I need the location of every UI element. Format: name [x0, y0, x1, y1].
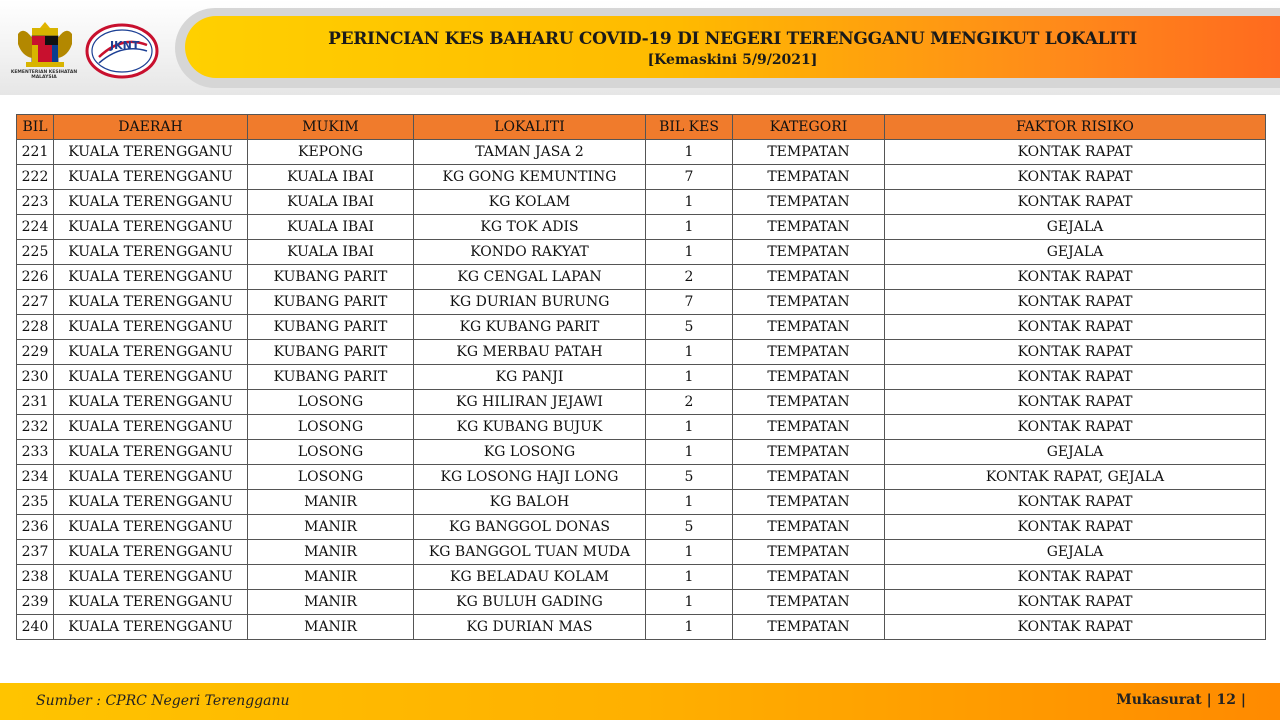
table-row [17, 490, 1266, 515]
cell-faktor-risiko: KONTAK RAPAT [885, 365, 1266, 390]
cell-daerah: KUALA TERENGGANU [54, 365, 248, 390]
cell-bil-kes: 1 [646, 340, 733, 365]
table-body [17, 140, 1266, 640]
table-row [17, 465, 1266, 490]
table-row [17, 365, 1266, 390]
table-row [17, 540, 1266, 565]
cases-table [16, 114, 1266, 640]
cell-kategori: TEMPATAN [733, 540, 885, 565]
cell-bil-kes: 5 [646, 465, 733, 490]
cell-bil-kes: 1 [646, 540, 733, 565]
cell-faktor-risiko: GEJALA [885, 240, 1266, 265]
cell-bil: 235 [17, 490, 54, 515]
cell-bil-kes: 5 [646, 315, 733, 340]
cell-bil-kes: 1 [646, 565, 733, 590]
cell-bil: 227 [17, 290, 54, 315]
jknt-logo-text: JKNT [110, 39, 140, 52]
cell-bil: 230 [17, 365, 54, 390]
cell-faktor-risiko: KONTAK RAPAT [885, 340, 1266, 365]
cell-bil: 231 [17, 390, 54, 415]
cell-kategori: TEMPATAN [733, 490, 885, 515]
cell-lokaliti: KG BALOH [414, 490, 646, 515]
cell-bil: 229 [17, 340, 54, 365]
cell-mukim: MANIR [248, 490, 414, 515]
cell-faktor-risiko: KONTAK RAPAT [885, 615, 1266, 640]
cell-mukim: MANIR [248, 540, 414, 565]
table-row [17, 440, 1266, 465]
cell-kategori: TEMPATAN [733, 465, 885, 490]
cell-bil-kes: 1 [646, 415, 733, 440]
cell-faktor-risiko: KONTAK RAPAT [885, 190, 1266, 215]
cell-mukim: KUALA IBAI [248, 165, 414, 190]
cell-daerah: KUALA TERENGGANU [54, 615, 248, 640]
cell-lokaliti: KG LOSONG [414, 440, 646, 465]
page-number: Mukasurat | 12 | [1116, 692, 1246, 708]
cell-kategori: TEMPATAN [733, 615, 885, 640]
cell-bil: 238 [17, 565, 54, 590]
cell-lokaliti: KG DURIAN BURUNG [414, 290, 646, 315]
table-row [17, 165, 1266, 190]
cell-kategori: TEMPATAN [733, 165, 885, 190]
cell-bil: 228 [17, 315, 54, 340]
cell-daerah: KUALA TERENGGANU [54, 415, 248, 440]
table-row [17, 615, 1266, 640]
cell-mukim: LOSONG [248, 390, 414, 415]
table-row [17, 340, 1266, 365]
cell-kategori: TEMPATAN [733, 290, 885, 315]
cell-faktor-risiko: KONTAK RAPAT [885, 590, 1266, 615]
table-row [17, 515, 1266, 540]
cell-bil: 224 [17, 215, 54, 240]
cell-kategori: TEMPATAN [733, 340, 885, 365]
cell-mukim: LOSONG [248, 465, 414, 490]
header-banner [185, 16, 1280, 78]
cell-mukim: KUALA IBAI [248, 190, 414, 215]
table-row [17, 390, 1266, 415]
column-header-bil-kes: BIL KES [646, 115, 733, 140]
column-header-faktor-risiko: FAKTOR RISIKO [885, 115, 1266, 140]
crest-caption: KEMENTERIAN KESIHATAN MALAYSIA [10, 70, 78, 80]
cell-bil: 239 [17, 590, 54, 615]
table-row [17, 265, 1266, 290]
cell-bil: 221 [17, 140, 54, 165]
cell-daerah: KUALA TERENGGANU [54, 465, 248, 490]
cell-bil-kes: 1 [646, 215, 733, 240]
column-header-daerah: DAERAH [54, 115, 248, 140]
cell-bil: 236 [17, 515, 54, 540]
cell-faktor-risiko: KONTAK RAPAT [885, 565, 1266, 590]
cell-faktor-risiko: KONTAK RAPAT [885, 165, 1266, 190]
cell-lokaliti: KG HILIRAN JEJAWI [414, 390, 646, 415]
cell-faktor-risiko: GEJALA [885, 440, 1266, 465]
cell-lokaliti: KG KOLAM [414, 190, 646, 215]
cell-faktor-risiko: GEJALA [885, 540, 1266, 565]
cell-faktor-risiko: KONTAK RAPAT [885, 515, 1266, 540]
cell-daerah: KUALA TERENGGANU [54, 190, 248, 215]
cell-mukim: LOSONG [248, 440, 414, 465]
cell-mukim: KUBANG PARIT [248, 290, 414, 315]
cell-mukim: KUBANG PARIT [248, 365, 414, 390]
cell-mukim: KUBANG PARIT [248, 265, 414, 290]
cell-bil: 232 [17, 415, 54, 440]
source-note: Sumber : CPRC Negeri Terengganu [36, 693, 290, 709]
table-row [17, 590, 1266, 615]
column-header-bil: BIL [17, 115, 54, 140]
column-header-mukim: MUKIM [248, 115, 414, 140]
cell-lokaliti: KG KUBANG BUJUK [414, 415, 646, 440]
table-row [17, 415, 1266, 440]
cell-kategori: TEMPATAN [733, 390, 885, 415]
cell-mukim: MANIR [248, 590, 414, 615]
cell-mukim: MANIR [248, 615, 414, 640]
cell-bil-kes: 5 [646, 515, 733, 540]
cell-bil-kes: 1 [646, 240, 733, 265]
cell-bil-kes: 1 [646, 190, 733, 215]
cell-bil-kes: 2 [646, 265, 733, 290]
cell-lokaliti: KG PANJI [414, 365, 646, 390]
cell-faktor-risiko: GEJALA [885, 215, 1266, 240]
cell-lokaliti: KG BELADAU KOLAM [414, 565, 646, 590]
cell-bil-kes: 1 [646, 440, 733, 465]
column-header-kategori: KATEGORI [733, 115, 885, 140]
cell-mukim: LOSONG [248, 415, 414, 440]
cell-kategori: TEMPATAN [733, 240, 885, 265]
cell-lokaliti: KG GONG KEMUNTING [414, 165, 646, 190]
cell-bil-kes: 1 [646, 365, 733, 390]
cell-kategori: TEMPATAN [733, 215, 885, 240]
cell-kategori: TEMPATAN [733, 265, 885, 290]
cell-daerah: KUALA TERENGGANU [54, 265, 248, 290]
cell-faktor-risiko: KONTAK RAPAT, GEJALA [885, 465, 1266, 490]
cell-bil: 240 [17, 615, 54, 640]
cell-kategori: TEMPATAN [733, 415, 885, 440]
cell-bil-kes: 1 [646, 490, 733, 515]
cell-kategori: TEMPATAN [733, 515, 885, 540]
table-row [17, 140, 1266, 165]
cell-mukim: KUBANG PARIT [248, 315, 414, 340]
cell-daerah: KUALA TERENGGANU [54, 440, 248, 465]
cell-daerah: KUALA TERENGGANU [54, 565, 248, 590]
cell-bil: 237 [17, 540, 54, 565]
cell-bil-kes: 7 [646, 165, 733, 190]
cell-mukim: KUBANG PARIT [248, 340, 414, 365]
update-date: [Kemaskini 5/9/2021] [647, 52, 818, 68]
cell-bil-kes: 1 [646, 140, 733, 165]
cell-bil: 234 [17, 465, 54, 490]
cell-daerah: KUALA TERENGGANU [54, 165, 248, 190]
cell-bil: 233 [17, 440, 54, 465]
cell-mukim: MANIR [248, 565, 414, 590]
cell-daerah: KUALA TERENGGANU [54, 240, 248, 265]
cell-faktor-risiko: KONTAK RAPAT [885, 415, 1266, 440]
cell-lokaliti: KG LOSONG HAJI LONG [414, 465, 646, 490]
cell-daerah: KUALA TERENGGANU [54, 290, 248, 315]
page-title: PERINCIAN KES BAHARU COVID-19 DI NEGERI TERENGGANU MENGIKUT LOKALITI [328, 29, 1137, 49]
cell-lokaliti: KONDO RAKYAT [414, 240, 646, 265]
cell-bil-kes: 2 [646, 390, 733, 415]
cell-faktor-risiko: KONTAK RAPAT [885, 290, 1266, 315]
cell-kategori: TEMPATAN [733, 590, 885, 615]
cell-bil-kes: 1 [646, 590, 733, 615]
cell-bil-kes: 1 [646, 615, 733, 640]
cell-daerah: KUALA TERENGGANU [54, 390, 248, 415]
table-row [17, 315, 1266, 340]
table-row [17, 190, 1266, 215]
cell-lokaliti: KG BANGGOL DONAS [414, 515, 646, 540]
cell-lokaliti: KG BANGGOL TUAN MUDA [414, 540, 646, 565]
cell-bil-kes: 7 [646, 290, 733, 315]
cell-mukim: KEPONG [248, 140, 414, 165]
table-header-row [17, 115, 1266, 140]
cell-mukim: KUALA IBAI [248, 215, 414, 240]
cell-daerah: KUALA TERENGGANU [54, 490, 248, 515]
cell-faktor-risiko: KONTAK RAPAT [885, 265, 1266, 290]
cell-lokaliti: KG DURIAN MAS [414, 615, 646, 640]
cell-kategori: TEMPATAN [733, 140, 885, 165]
cell-daerah: KUALA TERENGGANU [54, 315, 248, 340]
cell-faktor-risiko: KONTAK RAPAT [885, 490, 1266, 515]
cell-mukim: MANIR [248, 515, 414, 540]
cell-daerah: KUALA TERENGGANU [54, 215, 248, 240]
jknt-logo [85, 23, 159, 79]
cell-kategori: TEMPATAN [733, 365, 885, 390]
cell-daerah: KUALA TERENGGANU [54, 140, 248, 165]
cell-mukim: KUALA IBAI [248, 240, 414, 265]
table-row [17, 240, 1266, 265]
cell-lokaliti: KG TOK ADIS [414, 215, 646, 240]
cell-kategori: TEMPATAN [733, 440, 885, 465]
cell-faktor-risiko: KONTAK RAPAT [885, 390, 1266, 415]
table-row [17, 565, 1266, 590]
cell-daerah: KUALA TERENGGANU [54, 590, 248, 615]
cell-lokaliti: KG KUBANG PARIT [414, 315, 646, 340]
cell-kategori: TEMPATAN [733, 315, 885, 340]
cell-daerah: KUALA TERENGGANU [54, 540, 248, 565]
cell-lokaliti: KG CENGAL LAPAN [414, 265, 646, 290]
column-header-lokaliti: LOKALITI [414, 115, 646, 140]
cell-bil: 223 [17, 190, 54, 215]
cell-bil: 226 [17, 265, 54, 290]
cell-faktor-risiko: KONTAK RAPAT [885, 315, 1266, 340]
table-row [17, 215, 1266, 240]
cell-daerah: KUALA TERENGGANU [54, 515, 248, 540]
cell-faktor-risiko: KONTAK RAPAT [885, 140, 1266, 165]
footer-band [0, 683, 1280, 720]
cell-daerah: KUALA TERENGGANU [54, 340, 248, 365]
cell-bil: 222 [17, 165, 54, 190]
cell-lokaliti: KG BULUH GADING [414, 590, 646, 615]
cell-lokaliti: TAMAN JASA 2 [414, 140, 646, 165]
cell-kategori: TEMPATAN [733, 565, 885, 590]
cell-bil: 225 [17, 240, 54, 265]
cell-kategori: TEMPATAN [733, 190, 885, 215]
cell-lokaliti: KG MERBAU PATAH [414, 340, 646, 365]
table-row [17, 290, 1266, 315]
